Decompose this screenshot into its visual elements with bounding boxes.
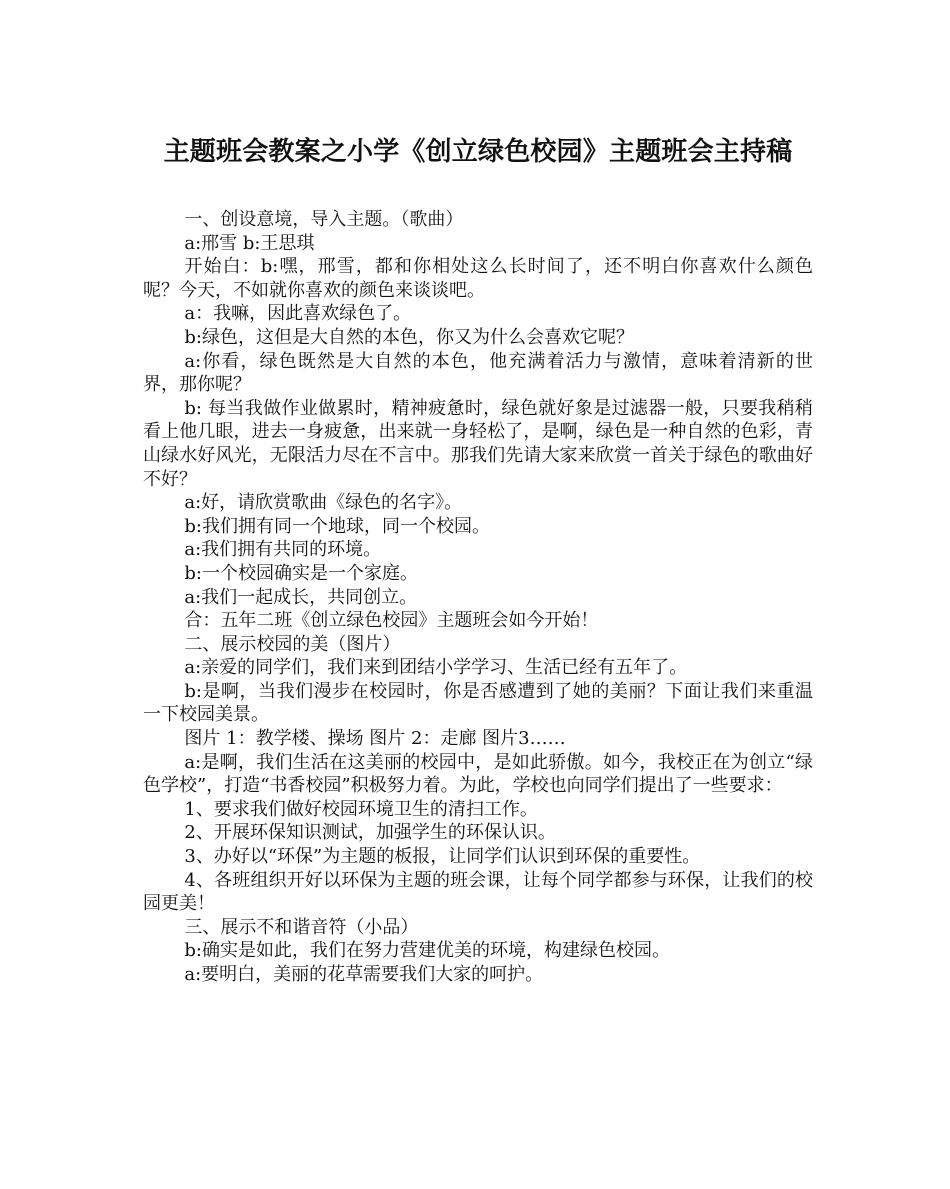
picture-list: 图片 1：教学楼、操场 图片 2：走廊 图片3…… xyxy=(184,728,566,750)
paragraph: 合：五年二班《创立绿色校园》主题班会如今开始！ xyxy=(184,610,599,632)
list-item: 2、开展环保知识测试，加强学生的环保认识。 xyxy=(184,822,556,844)
paragraph: a:我们一起成长，共同创立。 xyxy=(184,586,418,608)
paragraph: a:我们拥有共同的环境。 xyxy=(184,539,382,561)
paragraph: a:要明白，美丽的花草需要我们大家的呵护。 xyxy=(184,964,544,985)
paragraph: 开始白：b:嘿，邢雪，都和你相处这么长时间了，还不明白你喜欢什么颜色呢？今天，不如就你喜欢的颜色来谈谈吧。 xyxy=(143,256,813,301)
paragraph: a:是啊，我们生活在这美丽的校园中，是如此骄傲。如今，我校正在为创立“绿色学校”，打造“书香校园”积极努力着。为此，学校也向同学们提出了一些要求： xyxy=(143,751,813,797)
paragraph: b:绿色，这但是大自然的本色，你又为什么会喜欢它呢？ xyxy=(184,326,634,348)
paragraph: a:邢雪 b:王思琪 xyxy=(184,232,315,254)
paragraph: b:确实是如此，我们在努力营建优美的环境，构建绿色校园。 xyxy=(184,940,670,962)
document-page xyxy=(143,130,813,987)
list-item: 4、各班组织开好以环保为主题的班会课，让每个同学都参与环保，让我们的校园更美！ xyxy=(143,869,813,915)
document-body xyxy=(143,208,813,987)
paragraph: b:我们拥有同一个地球，同一个校园。 xyxy=(184,515,490,537)
list-item: 3、办好以“环保”为主题的板报，让同学们认识到环保的重要性。 xyxy=(184,846,701,868)
paragraph: a:亲爱的同学们，我们来到团结小学学习、生活已经有五年了。 xyxy=(184,657,688,679)
paragraph: a:好，请欣赏歌曲《绿色的名字》。 xyxy=(184,492,463,514)
paragraph: b:一个校园确实是一个家庭。 xyxy=(184,562,418,584)
document-title: 主题班会教案之小学《创立绿色校园》主题班会主持稿 xyxy=(163,137,793,167)
paragraph: a:你看，绿色既然是大自然的本色，他充满着活力与激情，意味着清新的世界，那你呢？ xyxy=(143,350,813,396)
list-item: 1、要求我们做好校园环境卫生的清扫工作。 xyxy=(184,798,538,820)
section-heading: 三、展示不和谐音符（小品） xyxy=(184,916,419,938)
paragraph: a：我嘛，因此喜欢绿色了。 xyxy=(184,303,412,325)
section-heading: 二、展示校园的美（图片） xyxy=(184,633,401,655)
paragraph: 一、创设意境，导入主题。（歌曲） xyxy=(184,209,464,230)
paragraph: b: 每当我做作业做累时，精神疲惫时，绿色就好象是过滤器一般，只要我稍稍看上他几眼，进去一身疲惫，出来就一身轻松了，是啊，绿色是一种自然的色彩，青山绿水好风光，无限活力尽在不言中。那我们先请大家来欣赏一首关于绿色的歌曲好不好？ xyxy=(143,397,813,490)
paragraph: b:是啊，当我们漫步在校园时，你是否感遭到了她的美丽？下面让我们来重温一下校园美景。 xyxy=(143,680,813,726)
